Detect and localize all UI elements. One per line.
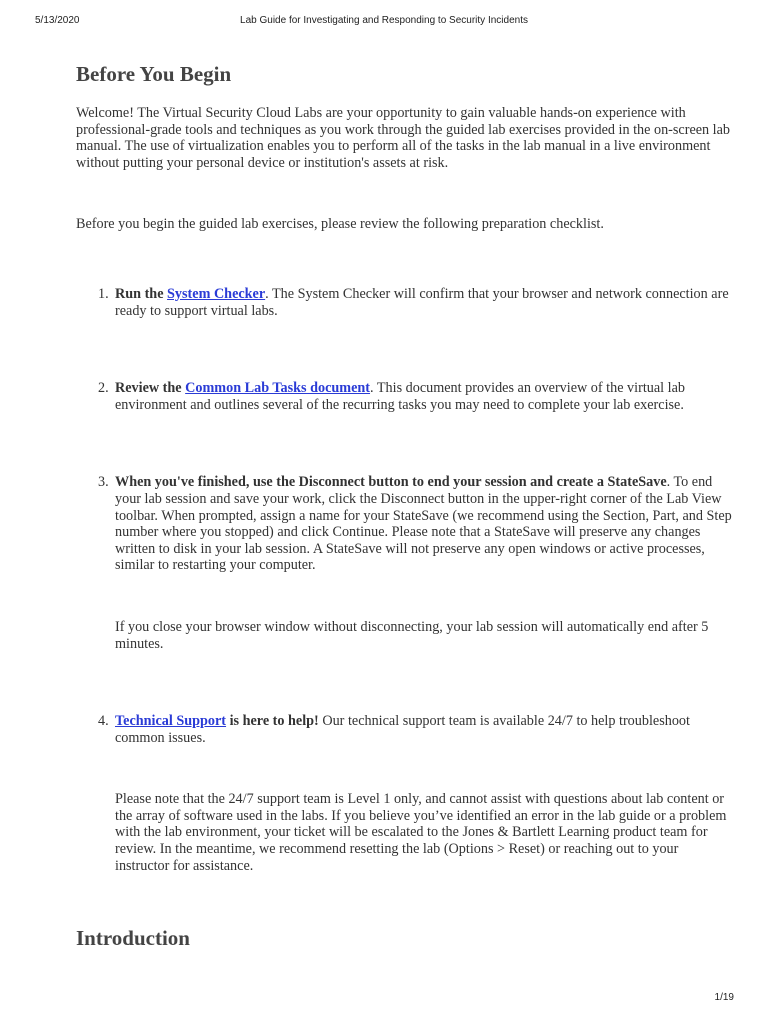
section-heading-before-you-begin: Before You Begin bbox=[76, 62, 232, 86]
welcome-paragraph: Welcome! The Virtual Security Cloud Labs are your opportunity to gain valuable hands-on experience with professional-grade tools and techniques as you work through the guided lab exercises provided in the on-screen lab manual. The use of virtualization enables you to perform all of the tasks in the lab manual in a live environment without putting your personal device or institution's assets at risk. bbox=[76, 105, 731, 171]
list-number: 1. bbox=[98, 285, 109, 302]
item-text: . To end your lab session and save your work, click the Disconnect button in the upper-right corner of the Lab View toolbar. When prompted, assign a name for your StateSave (we recommend using the Section, Part, and Step number where you stopped) and click Continue. Please note that a StateSave will preserve any changes written to disk in your lab session. A StateSave will not preserve any open windows or active processes, similar to restarting your computer. bbox=[115, 474, 732, 574]
list-number: 3. bbox=[98, 474, 109, 491]
item-bold-text: Review the bbox=[115, 380, 186, 397]
preparation-checklist bbox=[76, 286, 732, 874]
section-heading-introduction: Introduction bbox=[76, 926, 190, 951]
checklist-intro: Before you begin the guided lab exercises, please review the following preparation checklist. bbox=[76, 216, 604, 233]
item-bold-text: When you've finished, use the Disconnect button to end your session and create a StateSave bbox=[115, 474, 667, 491]
list-number: 4. bbox=[98, 713, 109, 730]
list-item-common-lab-tasks bbox=[76, 380, 732, 413]
common-lab-tasks-link[interactable]: Common Lab Tasks document bbox=[185, 380, 371, 397]
technical-support-link[interactable]: Technical Support bbox=[115, 713, 227, 730]
list-number: 2. bbox=[98, 380, 109, 397]
document-title: Lab Guide for Investigating and Responding to Security Incidents bbox=[240, 15, 528, 26]
item-text: . The System Checker will confirm that your browser and network connection are ready to support virtual labs. bbox=[115, 285, 729, 319]
page-number: 1/19 bbox=[714, 992, 734, 1003]
item-text: Our technical support team is available 24/7 to help troubleshoot common issues. bbox=[115, 713, 690, 746]
print-header bbox=[0, 15, 768, 31]
item-extra-paragraph: Please note that the 24/7 support team is Level 1 only, and cannot assist with questions about lab content or the array of software used in the labs. If you believe you’ve identified an error in the lab guide or a problem with the lab environment, your ticket will be escalated to the Jones & Bartlett Learning product team for review. In the meantime, we recommend resetting the lab (Options > Reset) or reaching out to your instructor for assistance. bbox=[115, 791, 727, 874]
list-item-disconnect bbox=[76, 474, 732, 652]
system-checker-link[interactable]: System Checker bbox=[167, 285, 266, 302]
list-item-system-checker bbox=[76, 286, 732, 319]
item-extra-paragraph: If you close your browser window without disconnecting, your lab session will automatically end after 5 minutes. bbox=[115, 618, 709, 652]
item-bold-text: Run the bbox=[115, 285, 168, 302]
item-bold-text: is here to help! bbox=[226, 713, 319, 730]
print-date: 5/13/2020 bbox=[35, 15, 80, 26]
list-item-technical-support bbox=[76, 713, 732, 874]
page-content bbox=[76, 60, 732, 952]
item-text: . This document provides an overview of the virtual lab environment and outlines several of the recurring tasks you may need to complete your lab exercise. bbox=[115, 380, 685, 413]
